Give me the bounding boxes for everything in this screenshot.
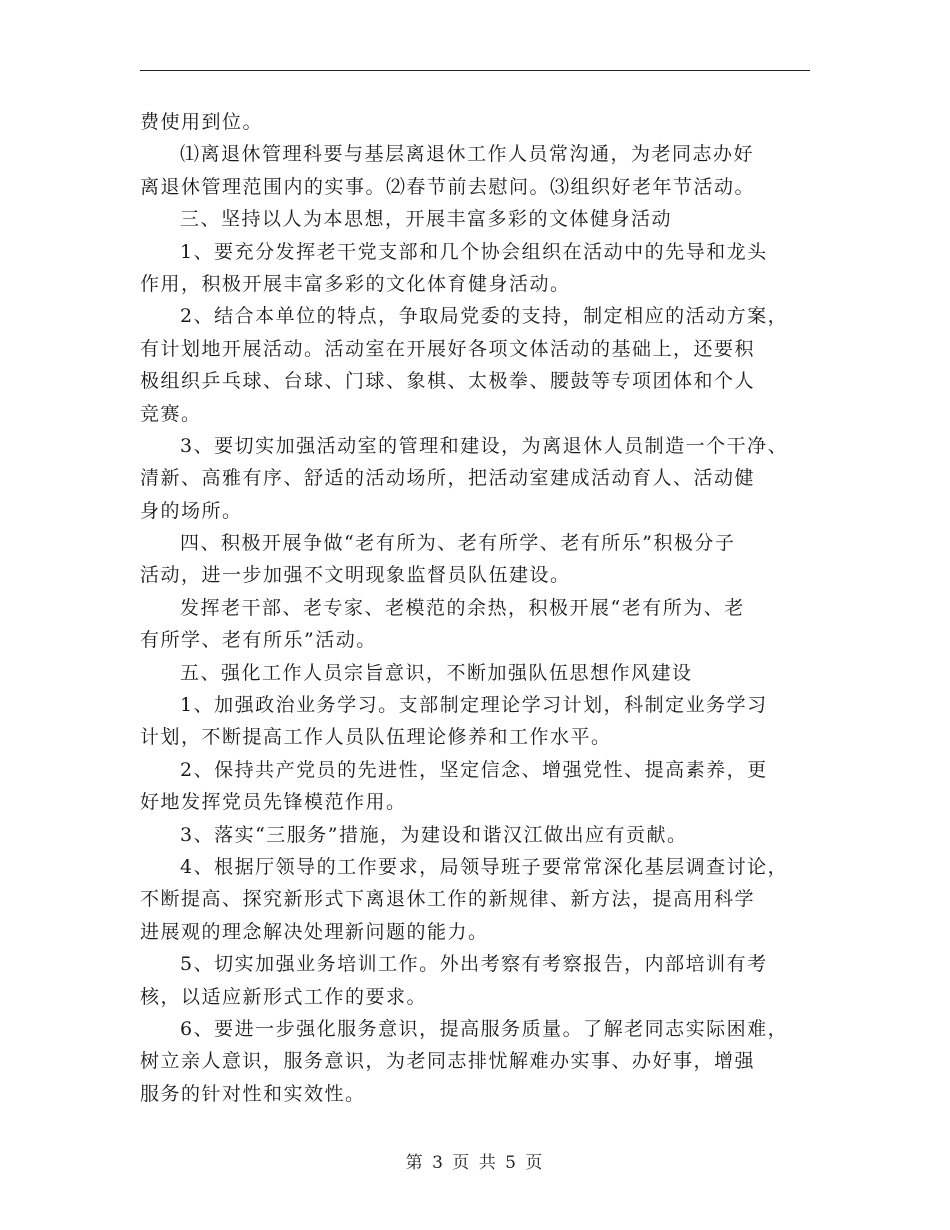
header-rule	[140, 70, 810, 71]
text-line: ⑴离退休管理科要与基层离退休工作人员常沟通，为老同志办好	[180, 143, 755, 166]
section-heading-4: 四、积极开展争做“老有所为、老有所学、老有所乐”积极分子	[180, 532, 736, 555]
text-line: 3、要切实加强活动室的管理和建设，为离退休人员制造一个干净、	[180, 434, 789, 457]
text-line: 6、要进一步强化服务意识，提高服务质量。了解老同志实际困难，	[180, 1017, 789, 1040]
text-line: 活动，进一步加强不文明现象监督员队伍建设。	[140, 564, 571, 587]
text-line: 5、切实加强业务培训工作。外出考察有考察报告，内部培训有考	[180, 953, 768, 976]
text-line: 有计划地开展活动。活动室在开展好各项文体活动的基础上，还要积	[140, 337, 756, 360]
text-line: 作用，积极开展丰富多彩的文化体育健身活动。	[140, 272, 571, 295]
text-line: 2、保持共产党员的先进性，坚定信念、增强党性、提高素养，更	[180, 758, 768, 781]
section-heading-5: 五、强化工作人员宗旨意识，不断加强队伍思想作风建设	[180, 661, 693, 684]
text-line: 1、加强政治业务学习。支部制定理论学习计划，科制定业务学习	[180, 694, 768, 717]
text-line: 1、要充分发挥老干党支部和几个协会组织在活动中的先导和龙头	[180, 240, 768, 263]
page-number: 第 3 页 共 5 页	[405, 1153, 545, 1173]
text-line: 3、落实“三服务”措施，为建设和谐汉江做出应有贡献。	[180, 823, 688, 846]
document-body	[140, 106, 820, 1110]
text-line: 发挥老干部、老专家、老模范的余热，积极开展“老有所为、老	[180, 596, 745, 619]
text-line: 竞赛。	[140, 402, 202, 425]
text-line: 不断提高、探究新形式下离退休工作的新规律、新方法，提高用科学	[140, 888, 756, 911]
text-line: 费使用到位。	[140, 111, 264, 133]
text-line: 好地发挥党员先锋模范作用。	[140, 791, 407, 814]
text-line: 极组织乒乓球、台球、门球、象棋、太极拳、腰鼓等专项团体和个人	[140, 370, 756, 393]
text-line: 核，以适应新形式工作的要求。	[140, 985, 428, 1008]
section-heading-3: 三、坚持以人为本思想，开展丰富多彩的文体健身活动	[180, 208, 673, 231]
text-line: 身的场所。	[140, 499, 243, 522]
text-line: 2、结合本单位的特点，争取局党委的支持，制定相应的活动方案，	[180, 305, 789, 328]
text-line: 树立亲人意识，服务意识，为老同志排忧解难办实事、办好事，增强	[140, 1050, 756, 1073]
text-line: 服务的针对性和实效性。	[140, 1082, 366, 1105]
text-line: 计划，不断提高工作人员队伍理论修养和工作水平。	[140, 726, 612, 749]
text-line: 清新、高雅有序、舒适的活动场所，把活动室建成活动育人、活动健	[140, 467, 756, 490]
text-line: 离退休管理范围内的实事。⑵春节前去慰问。⑶组织好老年节活动。	[140, 175, 756, 198]
text-line: 进展观的理念解决处理新问题的能力。	[140, 920, 489, 943]
text-line: 有所学、老有所乐”活动。	[140, 629, 377, 652]
text-line: 4、根据厅领导的工作要求，局领导班子要常常深化基层调查讨论，	[180, 855, 789, 878]
